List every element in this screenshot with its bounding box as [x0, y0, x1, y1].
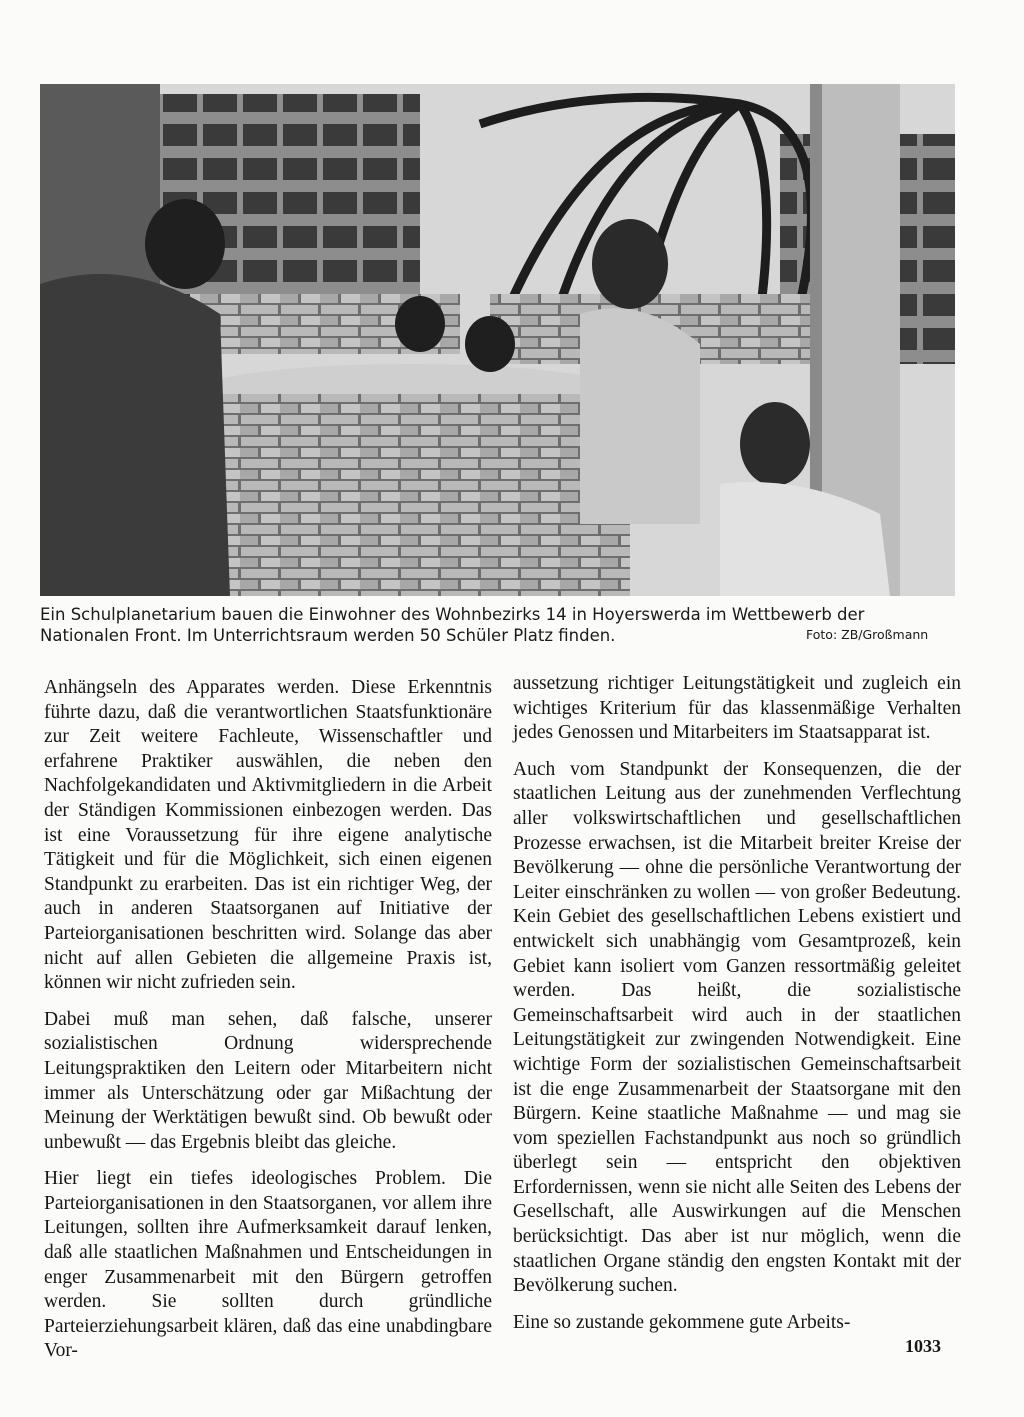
paragraph: Hier liegt ein tiefes ideologisches Problem. Die Parteiorganisationen in den Staatsorganen, vor allem ihre Leitungen, sollten ihre Aufmerksamkeit darauf lenken, daß alle staatlichen Maßnahmen und Entscheidungen in enger Zusammenarbeit mit den Bürgern getroffen werden. Sie sollten durch gründliche Parteierziehungsarbeit klären, daß das eine unabdingbare Vor-	[44, 1168, 492, 1362]
paragraph: Dabei muß man sehen, daß falsche, unserer sozialistischen Ordnung widersprechende Leitungspraktiken den Leitern oder Mitarbeitern nicht immer als Unterschätzung oder gar Mißachtung der Meinung der Werktätigen bewußt sind. Ob bewußt oder unbewußt — das Ergebnis bleibt das gleiche.	[44, 1008, 492, 1153]
photo-illustration-icon	[40, 84, 955, 596]
paragraph: Eine so zustande gekommene gute Arbeits-	[513, 1311, 851, 1333]
paragraph: Anhängseln des Apparates werden. Diese Erkenntnis führte dazu, daß die verantwortlichen Staatsfunktionäre zur Zeit weitere Fachleute, Wissenschaftler und erfahrene Praktiker auswählen, die neben den Nachfolgekandidaten und Aktivmitgliedern in die Arbeit der Ständigen Kommissionen einbezogen werden. Das ist eine Voraussetzung für ihre eigene analytische Tätigkeit und für die Möglichkeit, sich einen eigenen Standpunkt zu erarbeiten. Das ist ein richtiger Weg, der auch in anderen Staatsorganen auf Initiative der Parteiorganisationen beschritten wird. Solange das aber nicht auf allen Gebieten die allgemeine Praxis ist, können wir nicht zufrieden sein.	[44, 677, 492, 994]
photo-caption: Ein Schulplanetarium bauen die Einwohner des Wohnbezirks 14 in Hoyerswerda im Wettbewerb der Nationalen Front. Im Unterrichtsraum werden 50 Schüler Platz finden.	[40, 605, 865, 645]
paragraph: Auch vom Standpunkt der Konsequenzen, die der staatlichen Leitung aus der zunehmenden Verflechtung aller volkswirtschaftlichen und gesellschaftlichen Prozesse erwachsen, ist die Mitarbeit breiter Kreise der Bevölkerung — ohne die persönliche Verantwortung der Leiter einschränken zu wollen — von großer Bedeutung. Kein Gebiet des gesellschaftlichen Lebens existiert und entwickelt sich unabhängig vom Gesamtprozeß, kein Gebiet kann isoliert vom Ganzen ressortmäßig geleitet werden. Das heißt, die sozialistische Gemeinschaftsarbeit wird auch in der staatlichen Leitungstätigkeit zur zwingenden Notwendigkeit. Eine wichtige Form der sozialistischen Gemeinschaftsarbeit ist die enge Zusammenarbeit der Staatsorgane mit den Bürgern. Keine staatliche Maßnahme — und mag sie vom speziellen Fachstandpunkt aus noch so gründlich überlegt sein — entspricht den objektiven Erfordernissen, wenn sie nicht alle Seiten des Lebens der Gesellschaft, alle Auswirkungen auf die Menschen berücksichtigt. Das aber ist nur möglich, wenn die staatlichen Organe ständig den engsten Kontakt mit der Bevölkerung suchen.	[513, 758, 961, 1297]
left-column	[44, 676, 492, 1376]
construction-photo	[40, 84, 955, 596]
paragraph: aussetzung richtiger Leitungstätigkeit und zugleich ein wichtiges Kriterium für das klassenmäßige Verhalten jedes Genossen und Mitarbeiters im Staatsapparat ist.	[513, 673, 961, 744]
page-number: 1033	[905, 1336, 941, 1356]
photo-credit: Foto: ZB/Großmann	[806, 627, 929, 642]
right-column	[513, 672, 961, 1347]
